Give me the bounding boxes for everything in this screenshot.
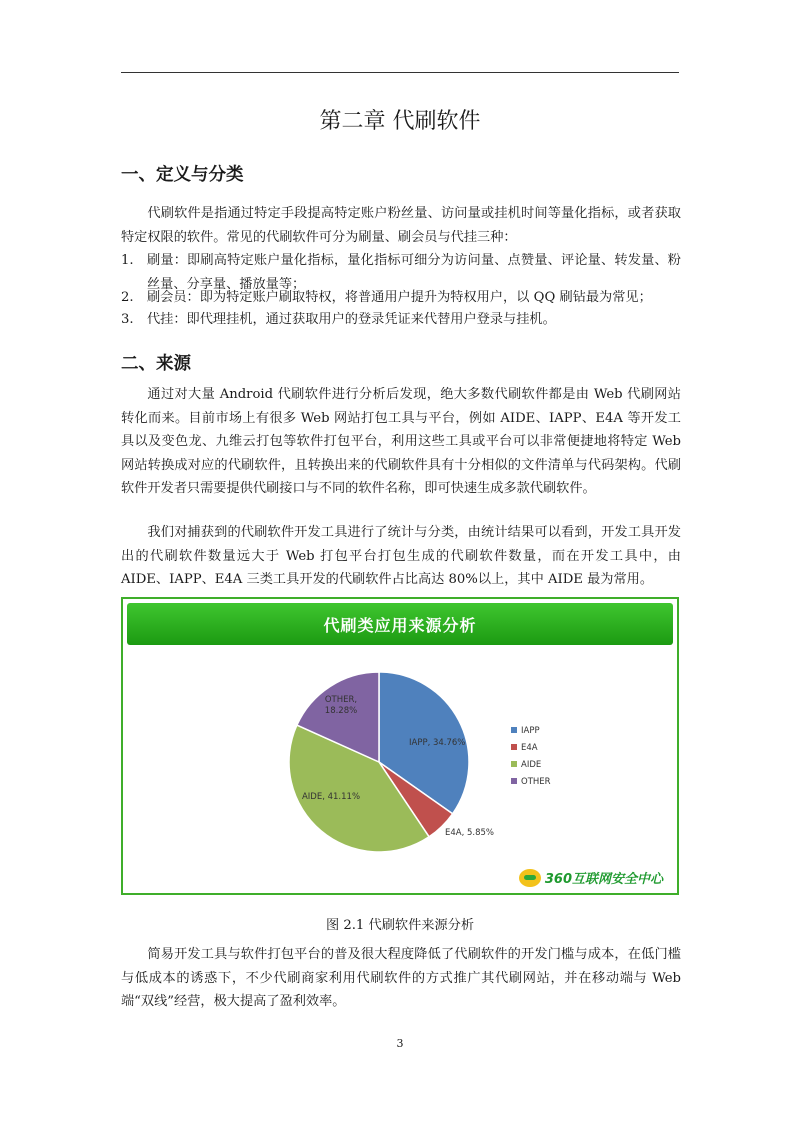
- chart-figure: [121, 597, 679, 895]
- page-number: 3: [396, 1037, 404, 1050]
- legend-swatch-e4a: [511, 744, 517, 750]
- data-label-iapp: IAPP, 34.76%: [409, 738, 466, 748]
- logo-text: 360互联网安全中心: [544, 872, 663, 887]
- section-heading-source: 二、来源: [121, 354, 191, 374]
- chapter-title: 第二章 代刷软件: [319, 109, 481, 134]
- data-label-e4a: E4A, 5.85%: [445, 828, 494, 838]
- definition-paragraph: 代刷软件是指通过特定手段提高特定账户粉丝量、访问量或挂机时间等量化指标，或者获取特定权限的软件。常见的代刷软件可分为刷量、刷会员与代挂三种：: [121, 206, 681, 245]
- list-text: 刷量：即刷高特定账户量化指标，量化指标可细分为访问量、点赞量、评论量、转发量、粉丝量、分享量、播放量等；: [147, 253, 681, 292]
- header-rule: [121, 72, 679, 73]
- section-heading-definition: 一、定义与分类: [121, 165, 244, 185]
- chart-title: 代刷类应用来源分析: [323, 615, 477, 635]
- list-text: 代挂：即代理挂机，通过获取用户的登录凭证来代替用户登录与挂机。: [147, 312, 556, 327]
- logo-icon: [519, 869, 541, 887]
- source-paragraph-2: 我们对捕获到的代刷软件开发工具进行了统计与分类，由统计结果可以看到，开发工具开发出的代刷软件数量远大于 Web 打包平台打包生成的代刷软件数量，而在开发工具中，由 AIDE、IAPP、E4A 三类工具开发的代刷软件占比高达 80%以上，其中 AIDE 最为常用。: [121, 525, 681, 587]
- list-item: [121, 286, 681, 310]
- pie-chart: [123, 599, 677, 893]
- list-text: 刷会员：即为特定账户刷取特权，将普通用户提升为特权用户，以 QQ 刷钻最为常见；: [147, 290, 652, 305]
- list-number: 3.: [121, 312, 134, 327]
- source-paragraph-1: 通过对大量 Android 代刷软件进行分析后发现，绝大多数代刷软件都是由 Web 代刷网站转化而来。目前市场上有很多 Web 网站打包工具与平台，例如 AIDE、IAPP、E4A 等开发工具以及变色龙、九维云打包等软件打包平台，利用这些工具或平台可以非常便捷地将特定 Web 网站转换成对应的代刷软件，且转换出来的代刷软件具有十分相似的文件清单与代码架构。代刷软件开发者只需要提供代刷接口与不同的软件名称，即可快速生成多款代刷软件。: [121, 387, 681, 496]
- legend-label-other: OTHER: [521, 777, 551, 787]
- legend-swatch-other: [511, 778, 517, 784]
- legend-swatch-aide: [511, 761, 517, 767]
- list-number: 1.: [121, 253, 134, 268]
- legend-swatch-iapp: [511, 727, 517, 733]
- data-label-aide: AIDE, 41.11%: [301, 792, 361, 802]
- legend-label-e4a: E4A: [521, 743, 538, 753]
- publisher-logo: [519, 868, 663, 887]
- list-number: 2.: [121, 290, 134, 305]
- legend-label-aide: AIDE: [521, 760, 542, 770]
- source-paragraph-3: 简易开发工具与软件打包平台的普及很大程度降低了代刷软件的开发门槛与成本，在低门槛与低成本的诱惑下，不少代刷商家利用代刷软件的方式推广其代刷网站，并在移动端与 Web 端“双线”经营，极大提高了盈利效率。: [121, 947, 681, 1009]
- figure-caption: 图 2.1 代刷软件来源分析: [325, 918, 475, 933]
- data-label-other: OTHER, 18.28%: [324, 695, 358, 716]
- list-item: [121, 308, 681, 332]
- legend-label-iapp: IAPP: [521, 726, 540, 736]
